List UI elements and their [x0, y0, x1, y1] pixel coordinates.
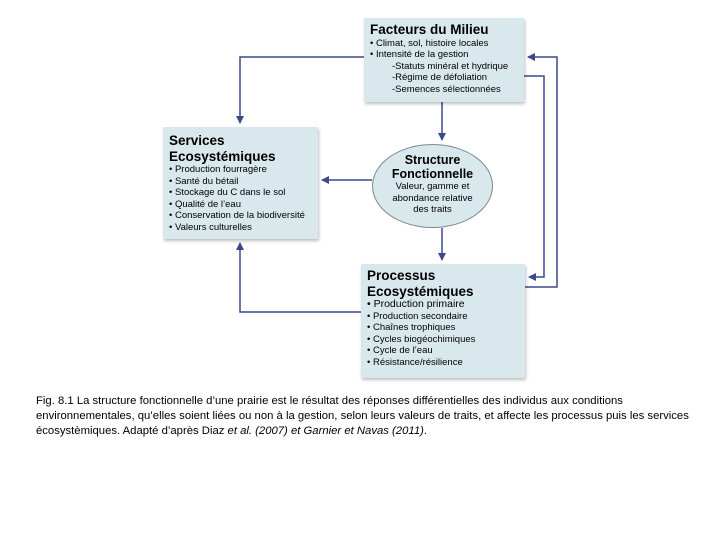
- services-item: • Conservation de la biodiversité: [169, 210, 305, 222]
- services-item: • Valeurs culturelles: [169, 221, 252, 233]
- caption-citation: et al. (2007) et Garnier et Navas (2011): [227, 425, 424, 438]
- processus-item: • Résistance/résilience: [367, 356, 463, 368]
- services-item: • Qualité de l’eau: [169, 198, 241, 210]
- arrow-facteurs-to-services: [240, 57, 364, 123]
- processus-item: • Chaînes trophiques: [367, 322, 456, 334]
- structure-title: Structure: [404, 153, 461, 167]
- services-item: • Production fourragère: [169, 164, 267, 175]
- facteurs-subitem: -Statuts minéral et hydrique: [392, 60, 509, 72]
- facteurs-item: • Climat, sol, histoire locales: [370, 37, 489, 49]
- processus-item: • Production secondaire: [367, 310, 468, 322]
- services-item: • Stockage du C dans le sol: [169, 187, 286, 199]
- processus-title-line2: Ecosystémiques: [367, 283, 474, 299]
- processus-item: • Cycles biogéochimiques: [367, 333, 476, 345]
- structure-fonctionnelle-ellipse: [372, 144, 493, 228]
- arrow-processus-to-services: [240, 243, 361, 312]
- facteurs-title: Facteurs du Milieu: [370, 22, 489, 37]
- facteurs-item: • Intensité de la gestion: [370, 49, 469, 61]
- services-ecosystemiques-box: [163, 127, 318, 239]
- structure-title-line2: Fonctionnelle: [391, 167, 474, 181]
- processus-item: • Production primaire: [367, 298, 465, 310]
- figure-caption: [36, 394, 696, 440]
- processus-item: • Cycle de l’eau: [367, 345, 433, 357]
- caption-main: Fig. 8.1 La structure fonctionnelle d’une prairie est le résultat des réponses différentielles des individus aux conditions environnementales, qu’elles soient liées ou non à la gestion, selon leurs valeurs de traits, et affecte les processus puis les services écosystèmiques. Adapté d’après Diaz: [36, 395, 689, 438]
- facteurs-subitem: -Régime de défoliation: [392, 72, 488, 84]
- services-title: Services: [169, 133, 225, 148]
- services-item: • Santé du bétail: [169, 175, 239, 187]
- facteurs-milieu-box: [364, 18, 524, 102]
- arrow-processus-to-facteurs: [525, 57, 557, 287]
- services-title-line2: Ecosystémiques: [169, 148, 276, 164]
- arrow-facteurs-to-processus: [524, 76, 544, 277]
- facteurs-subitem: -Semences sélectionnées: [392, 83, 501, 95]
- structure-line: Valeur, gamme et: [395, 181, 470, 192]
- structure-line: abondance relative: [392, 192, 473, 204]
- structure-line: des traits: [413, 204, 452, 215]
- processus-ecosystemiques-box: [361, 264, 525, 378]
- caption-end: .: [423, 425, 427, 438]
- processus-title: Processus: [367, 268, 436, 283]
